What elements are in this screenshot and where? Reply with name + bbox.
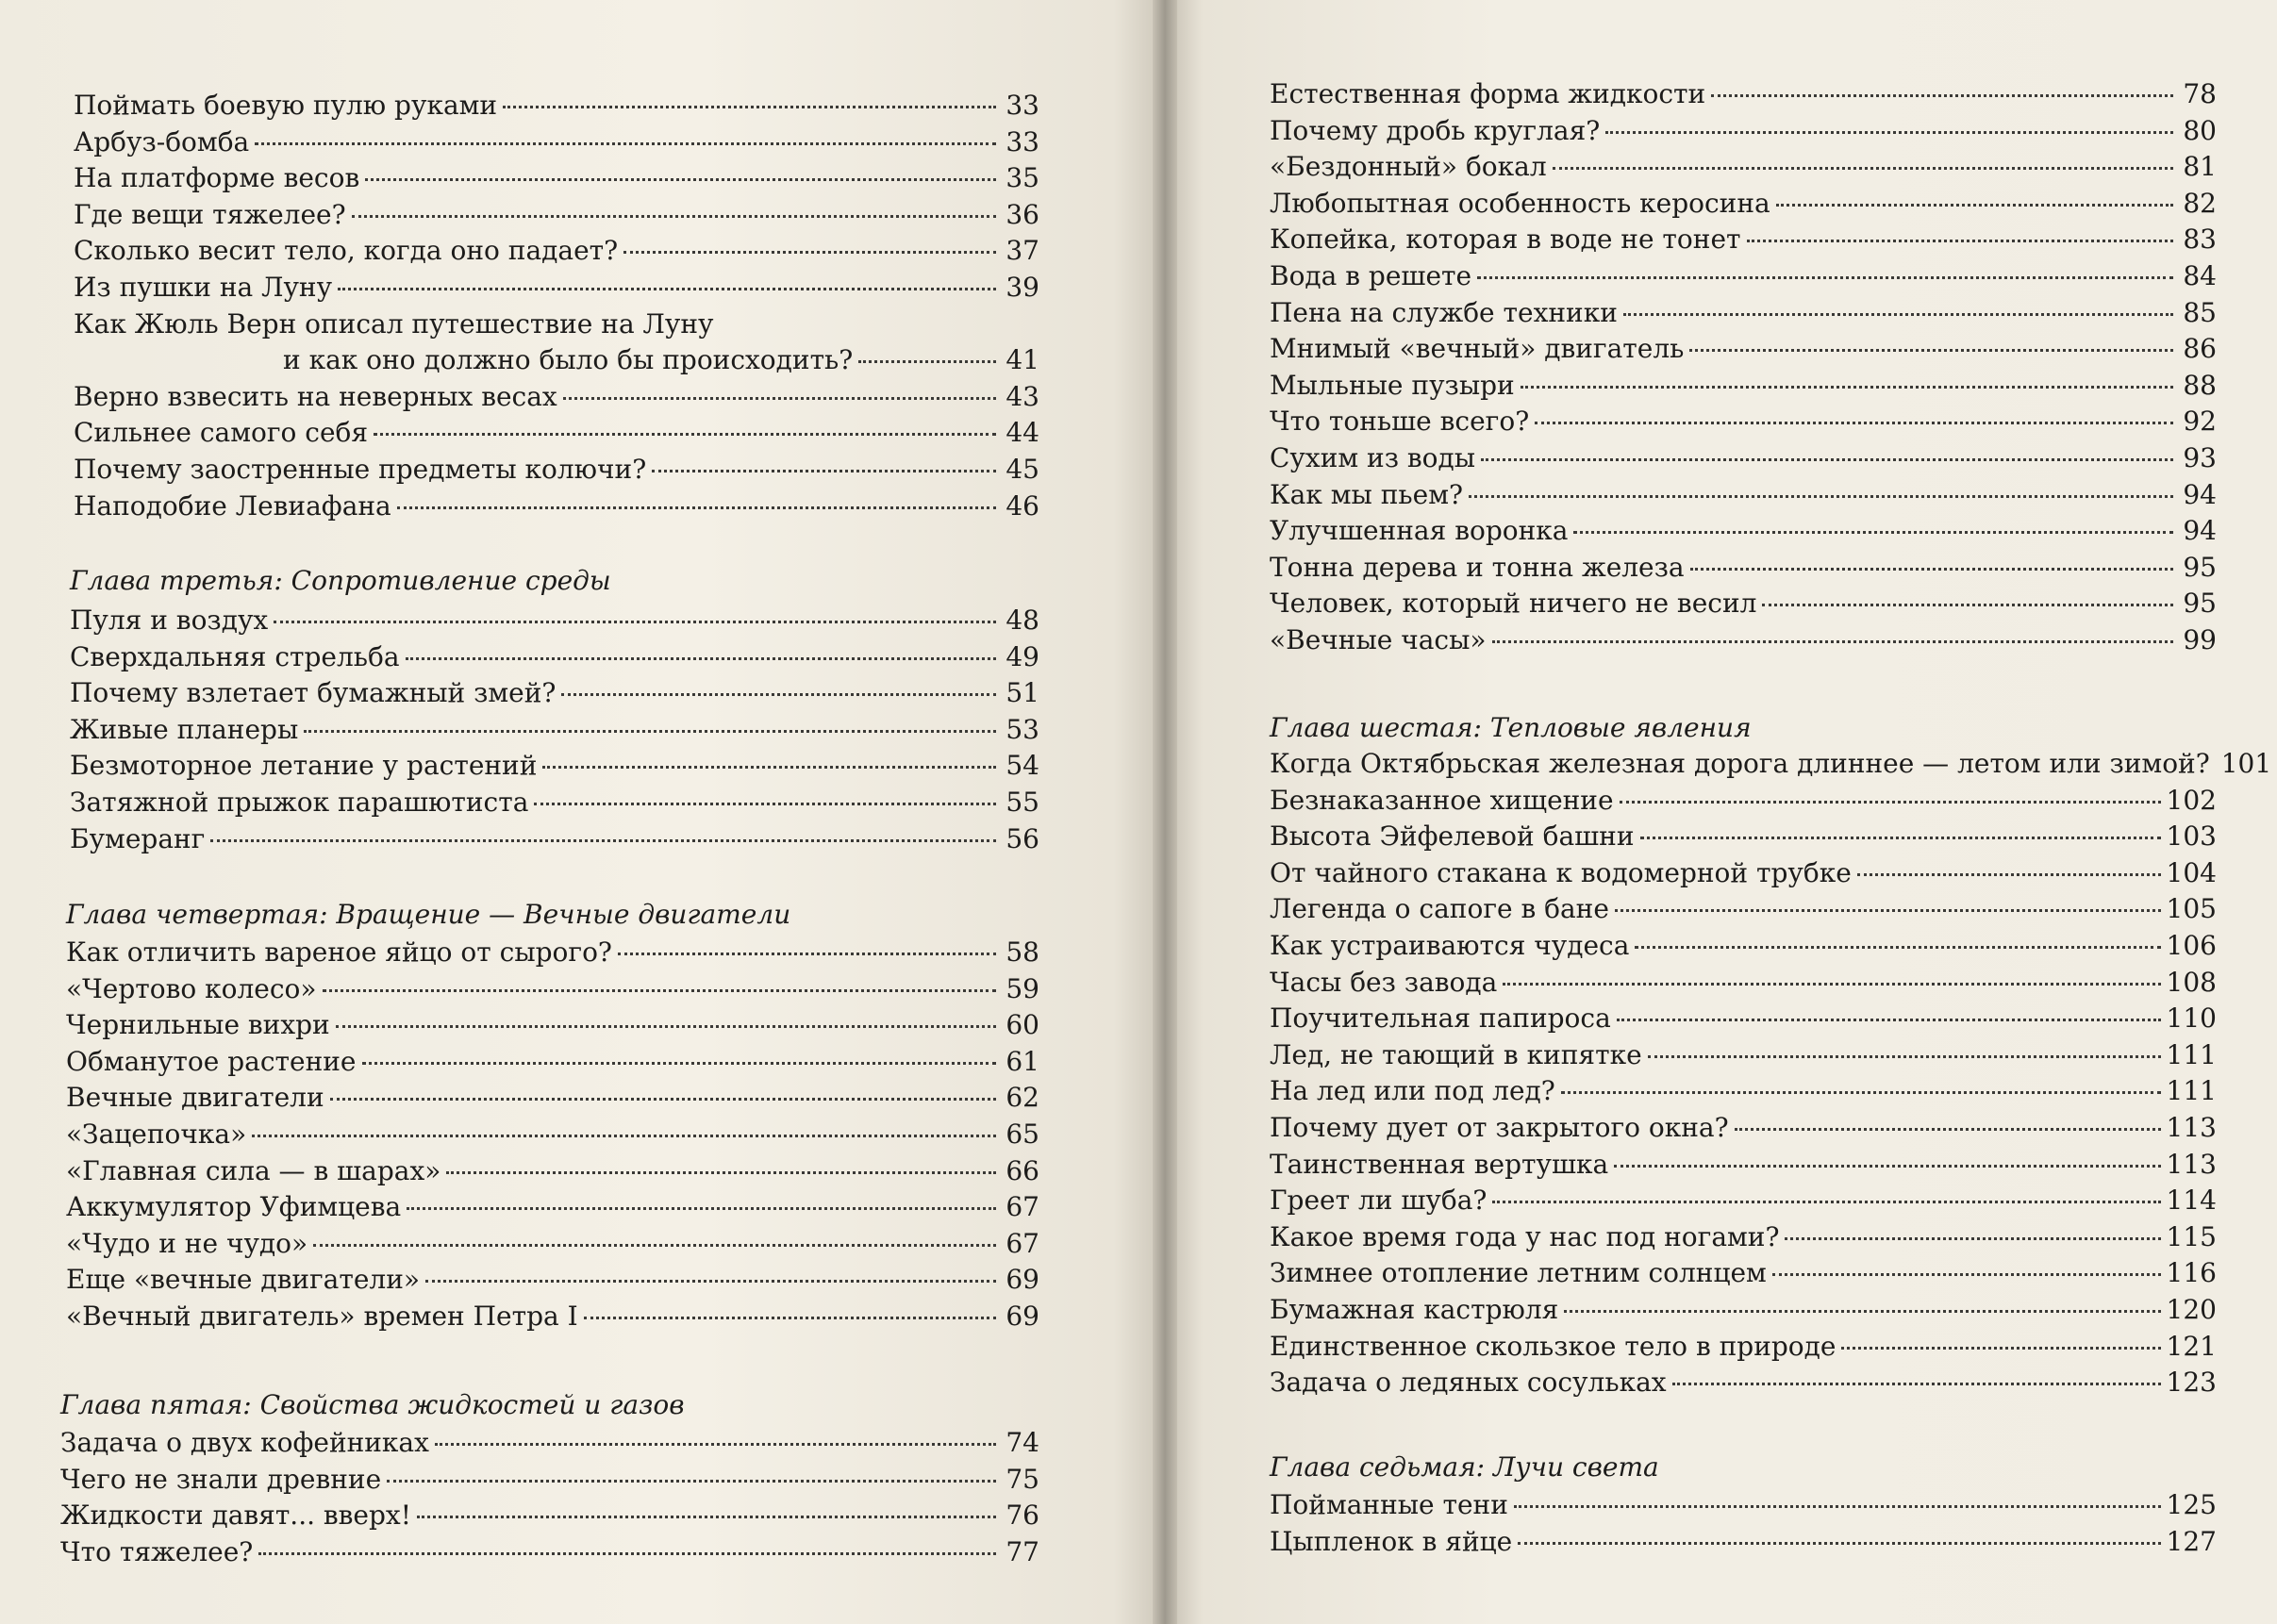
page-number: 111 [2166,1075,2217,1107]
entry-title: Зимнее отопление летним солнцем [1270,1257,1767,1289]
entry-title: Цыпленок в яйце [1270,1525,1513,1557]
chapter-heading: Глава четвертая: Вращение — Вечные двигатели [66,899,791,930]
toc-entry [1270,1293,2217,1327]
entry-title: Живые планеры [70,713,299,745]
entry-title: Когда Октябрьская железная дорога длиннее — летом или зимой? [1270,748,2210,779]
entry-title: «Чертово колесо» [66,972,317,1004]
toc-entry [1270,623,2217,657]
page-number: 123 [2166,1367,2217,1399]
dot-leader [1672,1383,2161,1385]
page-number: 33 [1006,90,1039,121]
toc-entry [74,161,1039,195]
entry-title: Поучительная папироса [1270,1003,1611,1035]
entry-title: Чернильные вихри [66,1009,330,1041]
page-number: 110 [2166,1003,2217,1035]
entry-title: Человек, который ничего не весил [1270,588,1757,620]
entry-title: Сильнее самого себя [74,417,369,449]
dot-leader [652,470,996,472]
entry-title: Задача о двух кофейниках [60,1427,429,1458]
toc-entry [60,1535,1039,1569]
entry-title: Сверхдальняя стрельба [70,640,400,672]
entry-title: Жидкости давят... вверх! [60,1500,411,1532]
page-number: 121 [2166,1330,2217,1362]
entry-title: Какое время года у нас под ногами? [1270,1220,1780,1252]
dot-leader [1573,531,2173,534]
page-number: 114 [2166,1185,2217,1217]
toc-entry [74,89,1039,123]
page-number: 39 [1006,272,1039,303]
toc-entry [1270,332,2217,366]
page-number: 58 [1006,936,1039,968]
toc-entry [74,198,1039,232]
dot-leader [425,1280,996,1283]
entry-title: Обманутое растение [66,1045,357,1077]
page-number: 53 [1006,713,1039,745]
page-number: 104 [2166,856,2217,888]
dot-leader [1605,131,2173,134]
toc-entry [1270,820,2217,853]
entry-title: Безнаказанное хищение [1270,784,1614,816]
dot-leader [1614,1165,2160,1168]
page-number: 93 [2183,442,2217,473]
toc-entry [1270,1184,2217,1218]
toc-entry [1270,259,2217,293]
chapter-heading: Глава седьмая: Лучи света [1270,1451,1659,1483]
entry-title: Вечные двигатели [66,1082,324,1114]
dot-leader [1640,837,2161,839]
entry-title: «Зацепочка» [66,1119,247,1150]
dot-leader [1561,1091,2161,1094]
entry-title: Улучшенная воронка [1270,515,1569,547]
entry-title: Высота Эйфелевой башни [1270,820,1635,853]
dot-leader [338,288,996,290]
page-number: 78 [2183,78,2217,109]
entry-title: Почему взлетает бумажный змей? [70,677,557,709]
page-number: 35 [1006,162,1039,194]
toc-entry [1270,1366,2217,1400]
page-number: 82 [2183,187,2217,219]
toc-entry [1270,1330,2217,1364]
dot-leader [1785,1237,2160,1240]
entry-title: Мнимый «вечный» двигатель [1270,333,1685,365]
entry-title: Часы без завода [1270,966,1498,998]
dot-leader [1492,640,2173,643]
toc-entry [1270,892,2217,926]
entry-title: Пойманные тени [1270,1489,1508,1520]
entry-title: Безмоторное летание у растений [70,750,538,782]
toc-entry [66,1227,1039,1261]
page-number: 44 [1006,417,1039,449]
dot-leader [1620,801,2161,804]
page-number: 76 [1006,1500,1039,1532]
page-number: 49 [1006,640,1039,672]
toc-entry [1270,1148,2217,1182]
entry-title: «Вечные часы» [1270,624,1487,655]
entry-title: Из пушки на Луну [74,272,333,303]
page-number: 69 [1006,1301,1039,1332]
entry-title: «Бездонный» бокал [1270,151,1547,183]
page-number: 60 [1006,1009,1039,1041]
page-number: 77 [1006,1535,1039,1567]
page-number: 66 [1006,1154,1039,1186]
toc-entry [1270,405,2217,439]
dot-leader [542,766,996,769]
page-number: 105 [2166,893,2217,925]
toc-entry [1270,587,2217,621]
dot-leader [336,1025,996,1028]
entry-title: Естественная форма жидкости [1270,78,1706,109]
toc-entry [1270,551,2217,585]
page-number: 62 [1006,1082,1039,1114]
entry-title: Как отличить вареное яйцо от сырого? [66,936,612,968]
entry-title-first-line: Как Жюль Верн описал путешествие на Луну [74,307,714,340]
dot-leader [1635,946,2160,949]
toc-entry [66,1081,1039,1115]
entry-title: Где вещи тяжелее? [74,198,346,230]
dot-leader [1776,204,2173,207]
toc-entry [1270,223,2217,257]
dot-leader [1503,983,2160,986]
page-number: 84 [2183,260,2217,291]
entry-title: От чайного стакана к водомерной трубке [1270,856,1852,888]
entry-title: Как мы пьем? [1270,478,1463,510]
entry-title: Затяжной прыжок парашютиста [70,787,529,818]
dot-leader [1841,1347,2160,1350]
entry-title: Бумеранг [70,822,206,854]
page-number: 80 [2183,114,2217,146]
entry-title: Пуля и воздух [70,605,269,636]
chapter-heading: Глава третья: Сопротивление среды [70,565,611,596]
entry-title: Что тоньше всего? [1270,406,1530,438]
dot-leader [1553,167,2173,170]
dot-leader [563,397,996,400]
page-number: 99 [2183,624,2217,655]
dot-leader [374,433,996,436]
entry-title: «Вечный двигатель» времен Петра I [66,1301,578,1332]
entry-title: Наподобие Левиафана [74,489,391,522]
page-number: 120 [2166,1294,2217,1325]
dot-leader [406,657,996,660]
entry-title: Почему дует от закрытого окна? [1270,1112,1729,1143]
toc-entry [1270,478,2217,512]
page-number: 111 [2166,1038,2217,1070]
toc-entry [70,604,1039,638]
toc-entry [1270,1038,2217,1072]
page-number: 51 [1006,677,1039,709]
entry-title: Лед, не тающий в кипятке [1270,1038,1642,1070]
toc-entry [66,1154,1039,1188]
page-number: 108 [2166,966,2217,998]
toc-entry [66,1118,1039,1152]
entry-title: Что тяжелее? [60,1535,254,1567]
dot-leader [397,506,996,509]
dot-leader [435,1443,996,1446]
toc-entry [66,1300,1039,1334]
toc-entry [1270,747,2272,781]
entry-title: На платформе весов [74,162,360,194]
entry-title: Тонна дерева и тонна железа [1270,551,1685,583]
dot-leader [1518,1542,2160,1545]
book-gutter [1153,0,1177,1624]
entry-title: Арбуз-бомба [74,125,250,157]
dot-leader [1481,458,2173,461]
toc-entry [74,380,1039,414]
toc-entry [1270,1111,2217,1145]
dot-leader [503,106,996,108]
entry-title: Сколько весит тело, когда оно падает? [74,235,619,267]
toc-entry [1270,1074,2217,1108]
dot-leader [210,839,996,842]
page-number: 101 [2220,748,2272,779]
page-number: 127 [2166,1525,2217,1557]
dot-leader [561,693,996,696]
page-number: 81 [2183,151,2217,183]
toc-entry [70,640,1039,674]
toc-entry [1270,1256,2217,1290]
toc-entry [66,972,1039,1006]
toc-entry [66,1008,1039,1042]
dot-leader [407,1207,996,1210]
dot-leader [446,1171,996,1174]
toc-entry [60,1499,1039,1533]
page-number: 106 [2166,930,2217,961]
dot-leader [1747,240,2173,242]
toc-entry [1270,929,2217,963]
page-number: 41 [1006,344,1039,376]
toc-entry [70,713,1039,747]
dot-leader [1711,94,2173,97]
page-number: 54 [1006,750,1039,782]
toc-entry [1270,1220,2217,1254]
toc-entry [1270,1525,2217,1559]
toc-entry [66,1190,1039,1224]
page-number: 94 [2183,515,2217,547]
dot-leader [313,1244,996,1247]
entry-title: Бумажная кастрюля [1270,1294,1559,1325]
entry-title: Таинственная вертушка [1270,1148,1609,1180]
toc-entry [1270,856,2217,890]
chapter-heading: Глава пятая: Свойства жидкостей и газов [60,1389,685,1420]
entry-title: Задача о ледяных сосульках [1270,1367,1667,1399]
page-number: 67 [1006,1191,1039,1223]
toc-entry [1270,114,2217,148]
dot-leader [623,251,996,254]
chapter-heading: Глава шестая: Тепловые явления [1270,712,1752,743]
toc-entry [66,936,1039,969]
page-number: 88 [2183,369,2217,401]
entry-title: Аккумулятор Уфимцева [66,1191,402,1223]
page-number: 43 [1006,380,1039,412]
dot-leader [1514,1505,2161,1508]
page-number: 56 [1006,822,1039,854]
toc-entry [74,453,1039,487]
page-number: 103 [2166,820,2217,853]
entry-title: Легенда о сапоге в бане [1270,893,1609,925]
toc-entry [60,1426,1039,1460]
page-number: 61 [1006,1045,1039,1077]
dot-leader [252,1135,996,1137]
toc-entry [60,1463,1039,1497]
dot-leader [1615,909,2161,912]
page-number: 113 [2166,1112,2217,1143]
entry-title: и как оно должно было бы происходить? [283,344,854,376]
dot-leader [618,953,996,955]
page-number: 74 [1006,1427,1039,1458]
dot-leader [534,803,996,805]
entry-title: Копейка, которая в воде не тонет [1270,224,1741,256]
toc-entry [70,822,1039,856]
entry-title: Как устраиваются чудеса [1270,930,1630,961]
page-number: 83 [2183,224,2217,256]
dot-leader [387,1480,996,1483]
dot-leader [255,142,996,145]
dot-leader [1690,568,2173,571]
entry-title: Почему заостренные предметы колючи? [74,454,647,485]
dot-leader [1623,313,2173,316]
toc-entry [66,1045,1039,1079]
page-number: 116 [2166,1257,2217,1289]
dot-leader [323,989,996,992]
entry-title: Пена на службе техники [1270,296,1618,328]
toc-entry [74,234,1039,268]
toc-entry [1270,296,2217,330]
toc-entry [1270,514,2217,548]
page-number: 95 [2183,551,2217,583]
dot-leader [352,215,996,218]
toc-entry [70,749,1039,783]
toc-entry [70,676,1039,710]
entry-title: Любопытная особенность керосина [1270,187,1770,219]
entry-title: Верно взвесить на неверных весах [74,380,557,412]
dot-leader [1689,349,2173,352]
toc-entry [1270,187,2217,221]
dot-leader [1762,604,2173,606]
entry-title: Вода в решете [1270,260,1472,291]
dot-leader [362,1062,997,1065]
entry-title: Еще «вечные двигатели» [66,1264,421,1296]
page-number: 46 [1006,489,1039,522]
dot-leader [1477,276,2173,279]
toc-entry [74,271,1039,305]
dot-leader [1535,422,2173,424]
toc-entry [74,489,1039,523]
page-number: 75 [1006,1463,1039,1495]
page-number: 69 [1006,1264,1039,1296]
dot-leader [1857,873,2161,876]
entry-title: «Главная сила — в шарах» [66,1154,441,1186]
page-number: 92 [2183,406,2217,438]
toc-entry [1270,150,2217,184]
dot-leader [858,360,996,363]
page-number: 48 [1006,605,1039,636]
entry-title: Мыльные пузыри [1270,369,1515,401]
dot-leader [417,1516,996,1518]
dot-leader [1735,1128,2161,1131]
page-number: 115 [2166,1220,2217,1252]
dot-leader [330,1098,996,1101]
dot-leader [1564,1310,2160,1313]
entry-title: Сухим из воды [1270,442,1476,473]
toc-entry [1270,441,2217,475]
dot-leader [584,1317,996,1319]
page-number: 94 [2183,478,2217,510]
dot-leader [1772,1273,2161,1276]
dot-leader [1521,386,2173,389]
toc-entry [1270,369,2217,403]
toc-entry [1270,1488,2217,1522]
dot-leader [258,1552,996,1555]
toc-entry [74,125,1039,159]
dot-leader [365,178,996,181]
dot-leader [274,621,996,623]
dot-leader [1648,1055,2161,1058]
page-number: 65 [1006,1119,1039,1150]
page-number: 86 [2183,333,2217,365]
entry-title: Поймать боевую пулю руками [74,90,498,121]
page-number: 36 [1006,198,1039,230]
toc-entry [1270,966,2217,1000]
entry-title: Греет ли шуба? [1270,1185,1488,1217]
dot-leader [1617,1019,2161,1021]
page-number: 55 [1006,787,1039,818]
page-number: 59 [1006,972,1039,1004]
page-number: 113 [2166,1148,2217,1180]
toc-entry-continuation [283,343,1039,377]
dot-leader [1469,495,2173,498]
dot-leader [1492,1201,2160,1203]
entry-title: На лед или под лед? [1270,1075,1555,1107]
entry-title: Чего не знали древние [60,1463,382,1495]
toc-entry [1270,1002,2217,1036]
entry-title: «Чудо и не чудо» [66,1227,308,1259]
page-number: 125 [2166,1489,2217,1520]
page-number: 85 [2183,296,2217,328]
dot-leader [304,730,996,733]
page-number: 33 [1006,125,1039,157]
page-number: 67 [1006,1227,1039,1259]
entry-title: Почему дробь круглая? [1270,114,1601,146]
entry-title: Единственное скользкое тело в природе [1270,1330,1837,1362]
toc-entry [1270,784,2217,818]
page-number: 45 [1006,454,1039,485]
page-number: 95 [2183,588,2217,620]
toc-entry [1270,77,2217,111]
toc-entry [66,1263,1039,1297]
page-number: 37 [1006,235,1039,267]
page-number: 102 [2166,784,2217,816]
toc-entry [74,416,1039,450]
toc-entry [70,786,1039,820]
